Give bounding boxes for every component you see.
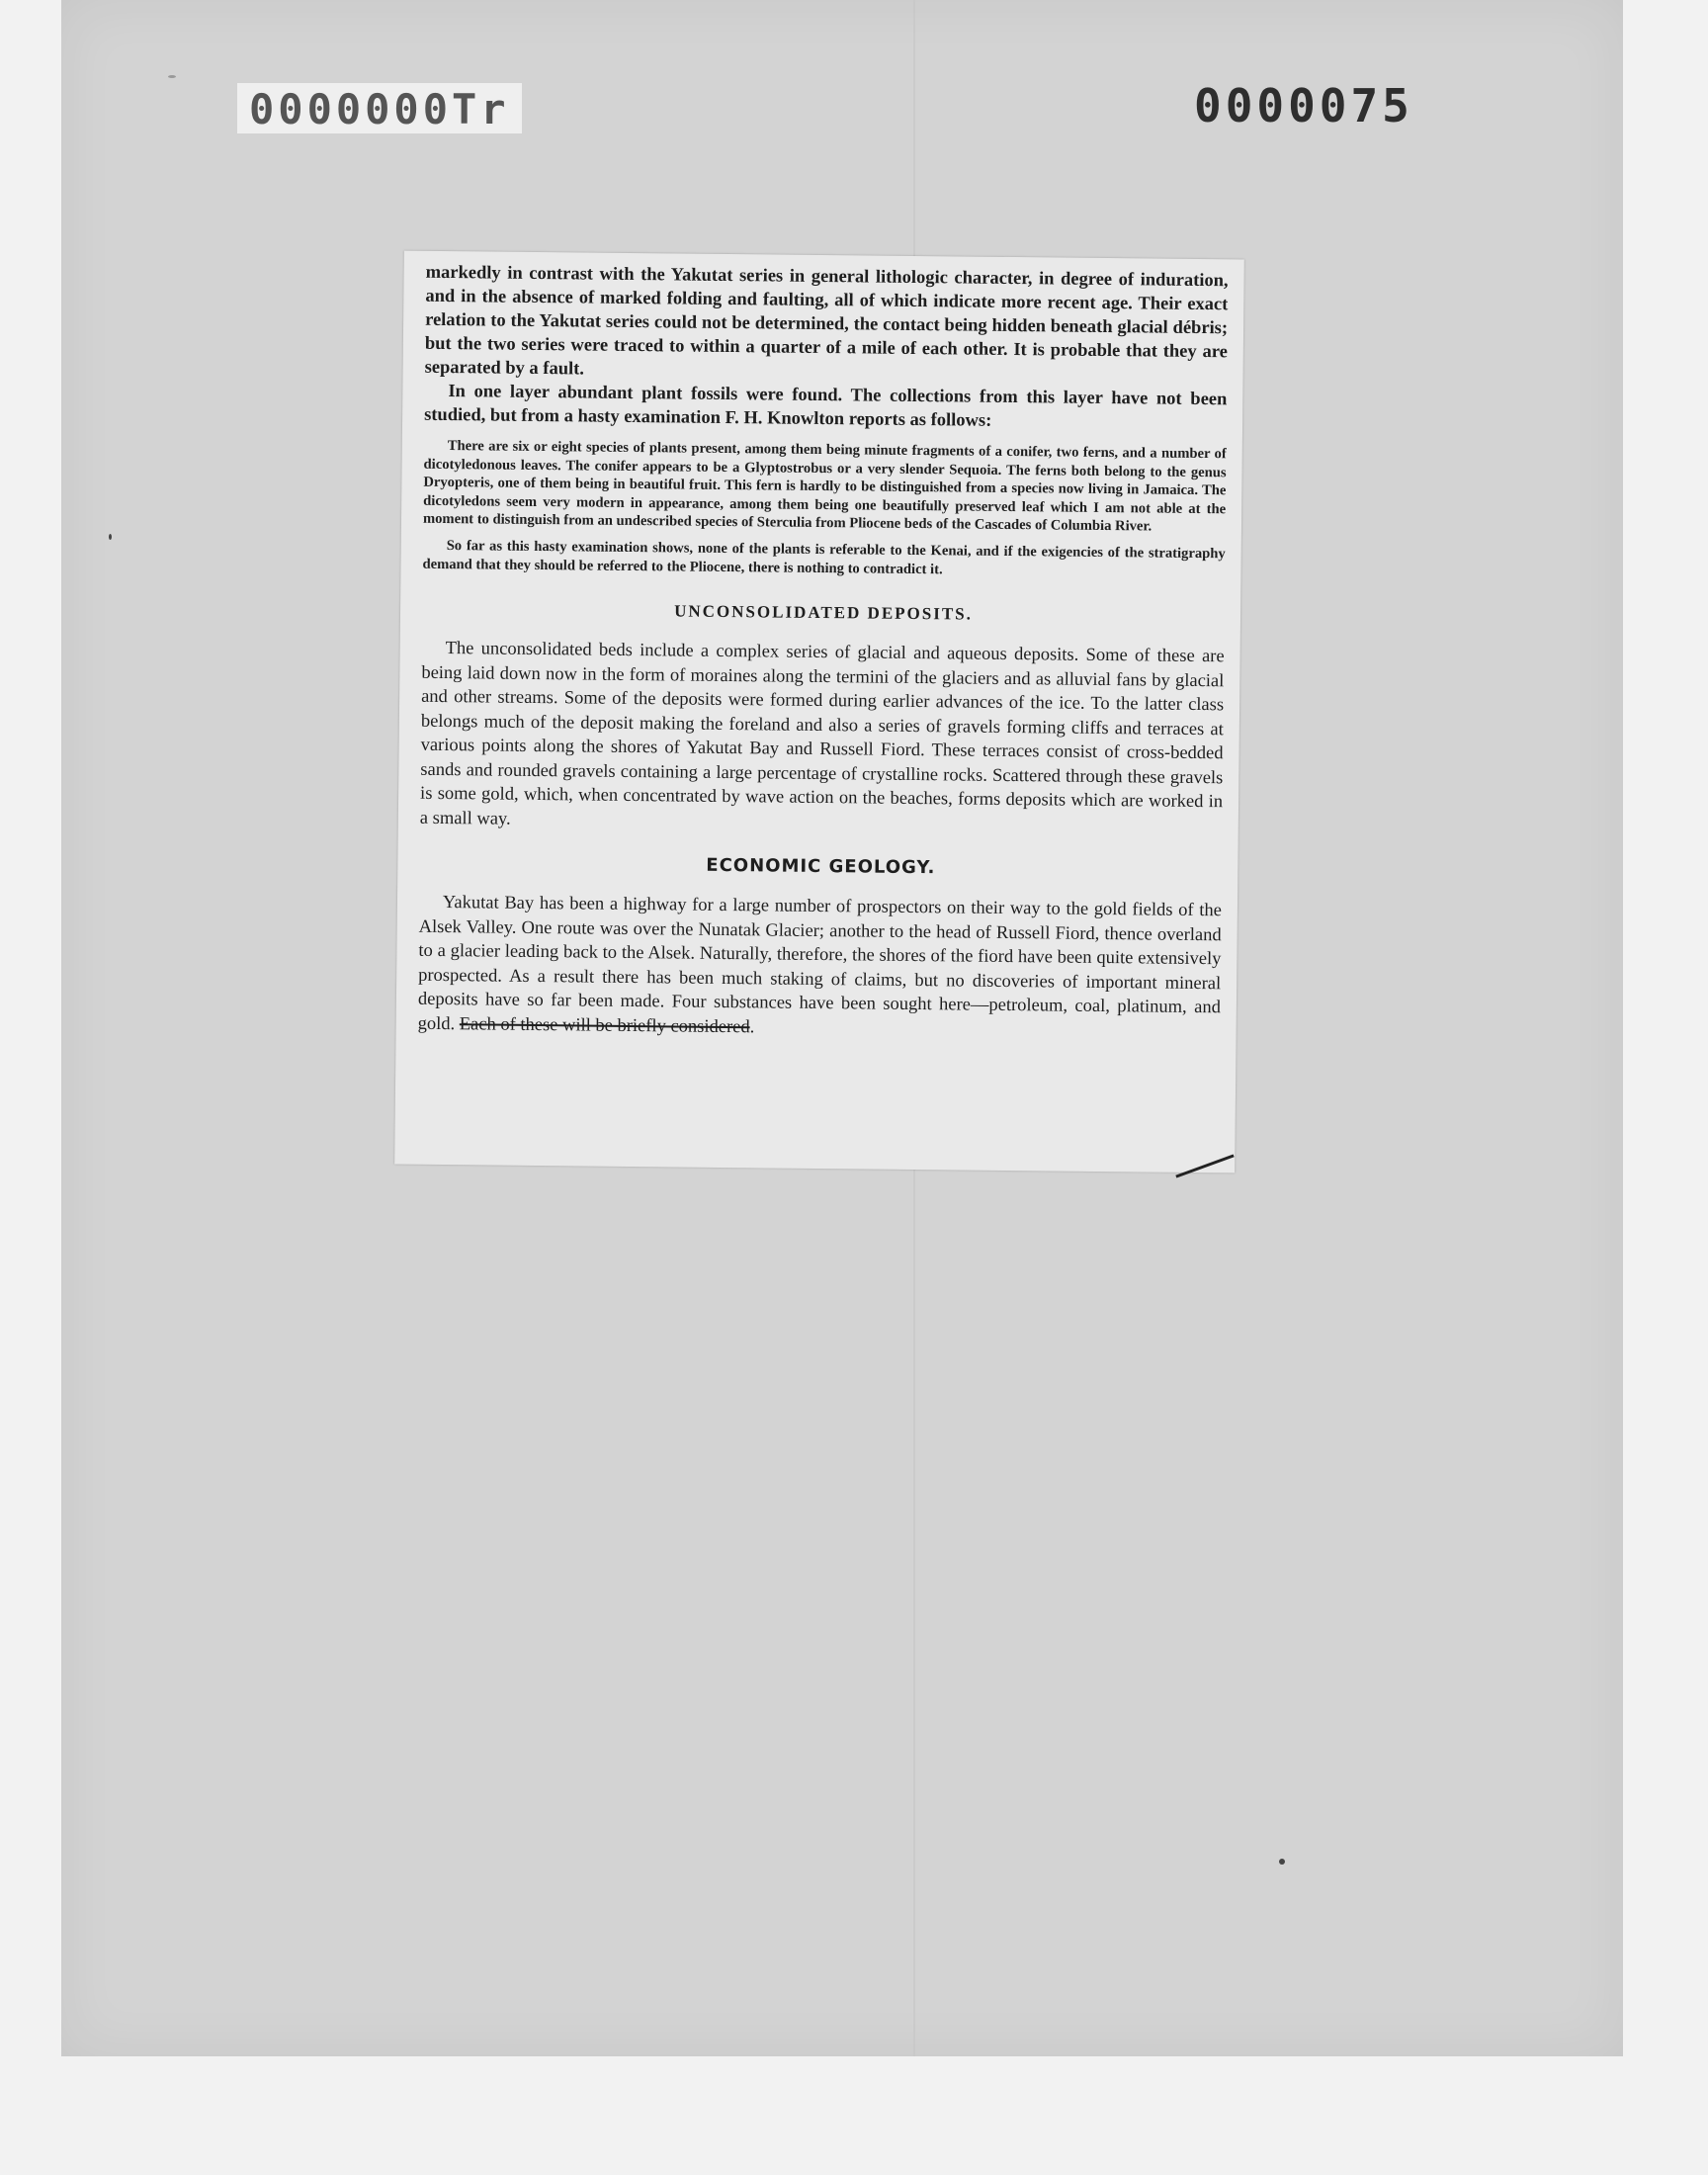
scan-speck <box>109 534 112 540</box>
section-heading: UNCONSOLIDATED DEPOSITS. <box>674 601 974 624</box>
paragraph-text: Yakutat Bay has been a highway for a large number of prospectors on their way to the gold fields of the Alsek Valley. One route was over the Nunatak Glacier; another to the head of Russell Fiord, thence overland to a glacier leading back to the Alsek. Naturally, therefore, the shores of the fiord have been quite extensively prospected. As a result there has been much staking of claims, but no discoveries of important mineral deposits have so far been made. Four substances have been sought here—petroleum, coal, platinum, and gold. <box>417 893 1223 1034</box>
quoted-report: So far as this hasty examination shows, none of the plants is referable to the Kenai, and if the exigencies of the stratigraphy demand that they should be referred to the Pliocene, there is nothing to contradict it. <box>422 538 1226 577</box>
quoted-report: There are six or eight species of plants present, among them being minute fragments of a conifer, two ferns, and a number of dicotyledonous leaves. The conifer appears to be a Glyptostrobus or a very slender Sequoia. The ferns both belong to the genus Dryopteris, one of them being in beautiful fruit. This fern is hardly to be distinguished from a species now living in Jamaica. The dicotyledons seem very modern in appearance, among them being one beautifully preserved leaf which I am not able at the moment to distinguish from an undescribed species of Sterculia from Pliocene beds of the Cascades of Columbia River. <box>422 438 1227 535</box>
section-heading: ECONOMIC GEOLOGY. <box>706 854 936 879</box>
left-stamp-number: 0000000Tr <box>237 83 522 133</box>
paragraph: In one layer abundant plant fossils were found. The collections from this layer have not been studied, but from a hasty examination F. H. Knowlton reports as follows: <box>424 382 1228 431</box>
scan-speck <box>168 75 176 78</box>
struck-text: Each of these will be briefly considered <box>459 1013 750 1037</box>
page-stamp-number: 0000075 <box>1194 79 1413 132</box>
paragraph: Yakutat Bay has been a highway for a large number of prospectors on their way to the gold fields of the Alsek Valley. One route was over the Nunatak Glacier; another to the head of Russell Fiord, thence overland to a glacier leading back to the Alsek. Naturally, therefore, the shores of the fiord have been quite extensively prospected. As a result there has been much staking of claims, but no discoveries of important mineral deposits have so far been made. Four substances have been sought here—petroleum, coal, platinum, and gold. Each of these will be briefly considered. <box>417 893 1223 1037</box>
scan-speck <box>1279 1859 1285 1865</box>
paragraph: markedly in contrast with the Yakutat series in general lithologic character, in degree of induration, and in the absence of marked folding and faulting, all of which indicate more recent age. Their exact relation to the Yakutat series could not be determined, the contact being hidden beneath glacial débris; but the two series were traced to within a quarter of a mile of each other. It is probable that they are separated by a fault. <box>424 262 1229 380</box>
paragraph: The unconsolidated beds include a complex series of glacial and aqueous deposits. Some of these are being laid down now in the form of moraines along the termini of the glaciers and as alluvial fans by glacial and other streams. Some of the deposits were formed during earlier advances of the ice. To the latter class belongs much of the deposit making the foreland and also a series of gravels forming cliffs and terraces at various points along the shores of Yakutat Bay and Russell Fiord. These terraces consist of cross-bedded sands and rounded gravels containing a large percentage of crystalline rocks. Scattered through these gravels is some gold, which, when concentrated by wave action on the beaches, forms deposits which are worked in a small way. <box>419 639 1225 829</box>
document-clipping <box>394 251 1244 1174</box>
